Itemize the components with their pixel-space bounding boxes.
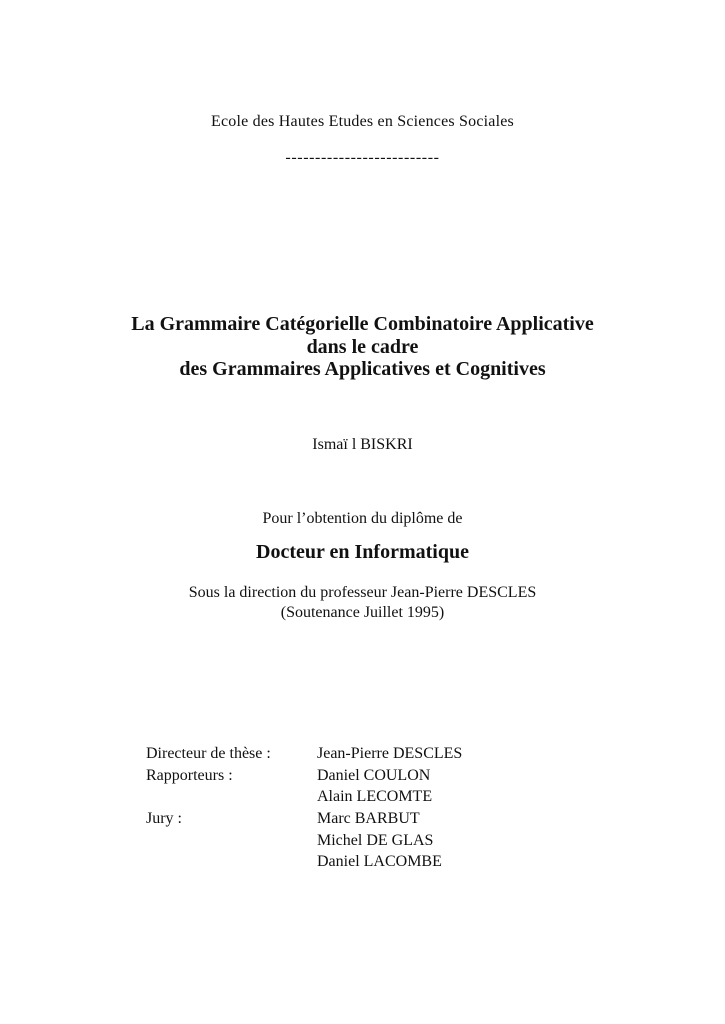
committee-role-label: Jury : [146, 810, 182, 828]
degree-title: Docteur en Informatique [256, 541, 469, 563]
committee-role-label: Directeur de thèse : [146, 745, 271, 762]
committee-role-label [146, 786, 317, 808]
committee-row [146, 808, 462, 830]
committee-row [146, 851, 462, 873]
defense-date: (Soutenance Juillet 1995) [280, 604, 445, 621]
committee-member-name: Jean-Pierre DESCLES [317, 745, 463, 762]
committee-list [146, 743, 462, 873]
committee-row [146, 830, 462, 852]
dashed-separator: -------------------------- [285, 149, 440, 166]
committee-row [146, 786, 462, 808]
committee-member-name: Michel DE GLAS [317, 831, 434, 849]
thesis-title-line-3: des Grammaires Applicatives et Cognitives [179, 358, 546, 380]
committee-row [146, 765, 462, 787]
author-name: Ismaï l BISKRI [312, 436, 413, 453]
committee-member-name: Daniel LACOMBE [317, 853, 442, 871]
supervision-block [0, 583, 725, 623]
committee-member-name: Marc BARBUT [317, 810, 420, 828]
thesis-title-line-1: La Grammaire Catégorielle Combinatoire Applicative [131, 313, 594, 335]
committee-role-label [146, 851, 317, 873]
thesis-title [0, 313, 725, 381]
supervision-line: Sous la direction du professeur Jean-Pierre DESCLES [188, 584, 537, 601]
committee-role-label [146, 830, 317, 852]
institution-name: Ecole des Hautes Etudes en Sciences Sociales [211, 113, 514, 130]
committee-member-name: Daniel COULON [317, 766, 431, 784]
diploma-purpose-line: Pour l’obtention du diplôme de [262, 510, 463, 527]
committee-member-name: Alain LECOMTE [317, 788, 433, 806]
committee-row [146, 743, 462, 765]
committee-role-label: Rapporteurs : [146, 766, 233, 784]
thesis-title-line-2: dans le cadre [306, 335, 419, 358]
